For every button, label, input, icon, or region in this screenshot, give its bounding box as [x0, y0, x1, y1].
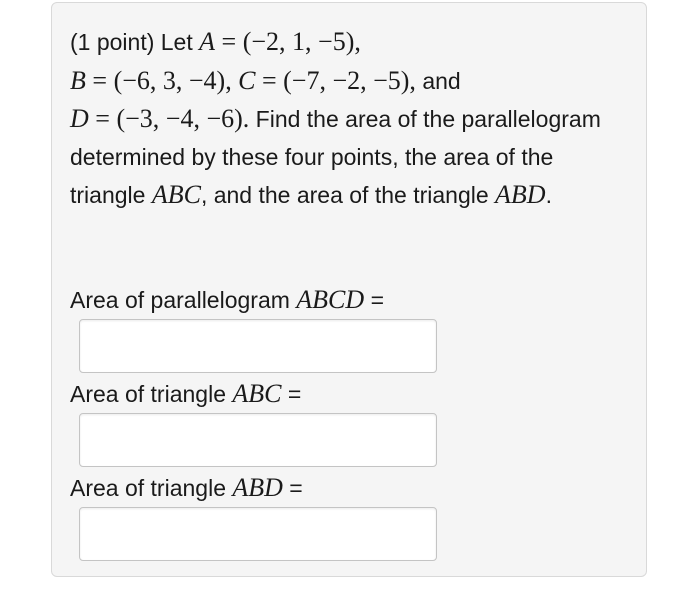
triangle-abd-area-label: Area of triangle ABD = — [70, 473, 303, 502]
triangle-abd-label-math: ABD — [232, 473, 283, 502]
and-text: and — [415, 67, 461, 94]
problem-prefix: (1 point) Let — [70, 29, 200, 55]
triangle-abd-area-input[interactable] — [79, 507, 437, 561]
point-b: B = (−6, 3, −4), — [70, 65, 232, 95]
problem-statement — [70, 23, 630, 215]
problem-card — [51, 2, 647, 577]
problem-sentence-2: , and the area of the triangle — [200, 182, 496, 208]
point-d: D = (−3, −4, −6). — [70, 104, 250, 133]
triangle-abc-label-math: ABC — [232, 379, 282, 408]
parallelogram-area-label: Area of parallelogram ABCD = — [70, 285, 385, 314]
problem-sentence-1: Find the area of the parallelogram determined by these four points, the area of the triangle — [70, 106, 601, 208]
triangle-abc-area-label: Area of triangle ABC = — [70, 379, 302, 408]
point-a: A = (−2, 1, −5), — [199, 27, 361, 56]
point-c: C = (−7, −2, −5), — [238, 65, 416, 95]
parallelogram-area-input[interactable] — [79, 319, 437, 373]
problem-period: . — [545, 182, 552, 208]
triangle-abc-math: ABC — [151, 180, 201, 209]
triangle-abd-math: ABD — [495, 180, 546, 209]
triangle-abc-area-input[interactable] — [79, 413, 437, 467]
parallelogram-math: ABCD — [296, 285, 365, 314]
